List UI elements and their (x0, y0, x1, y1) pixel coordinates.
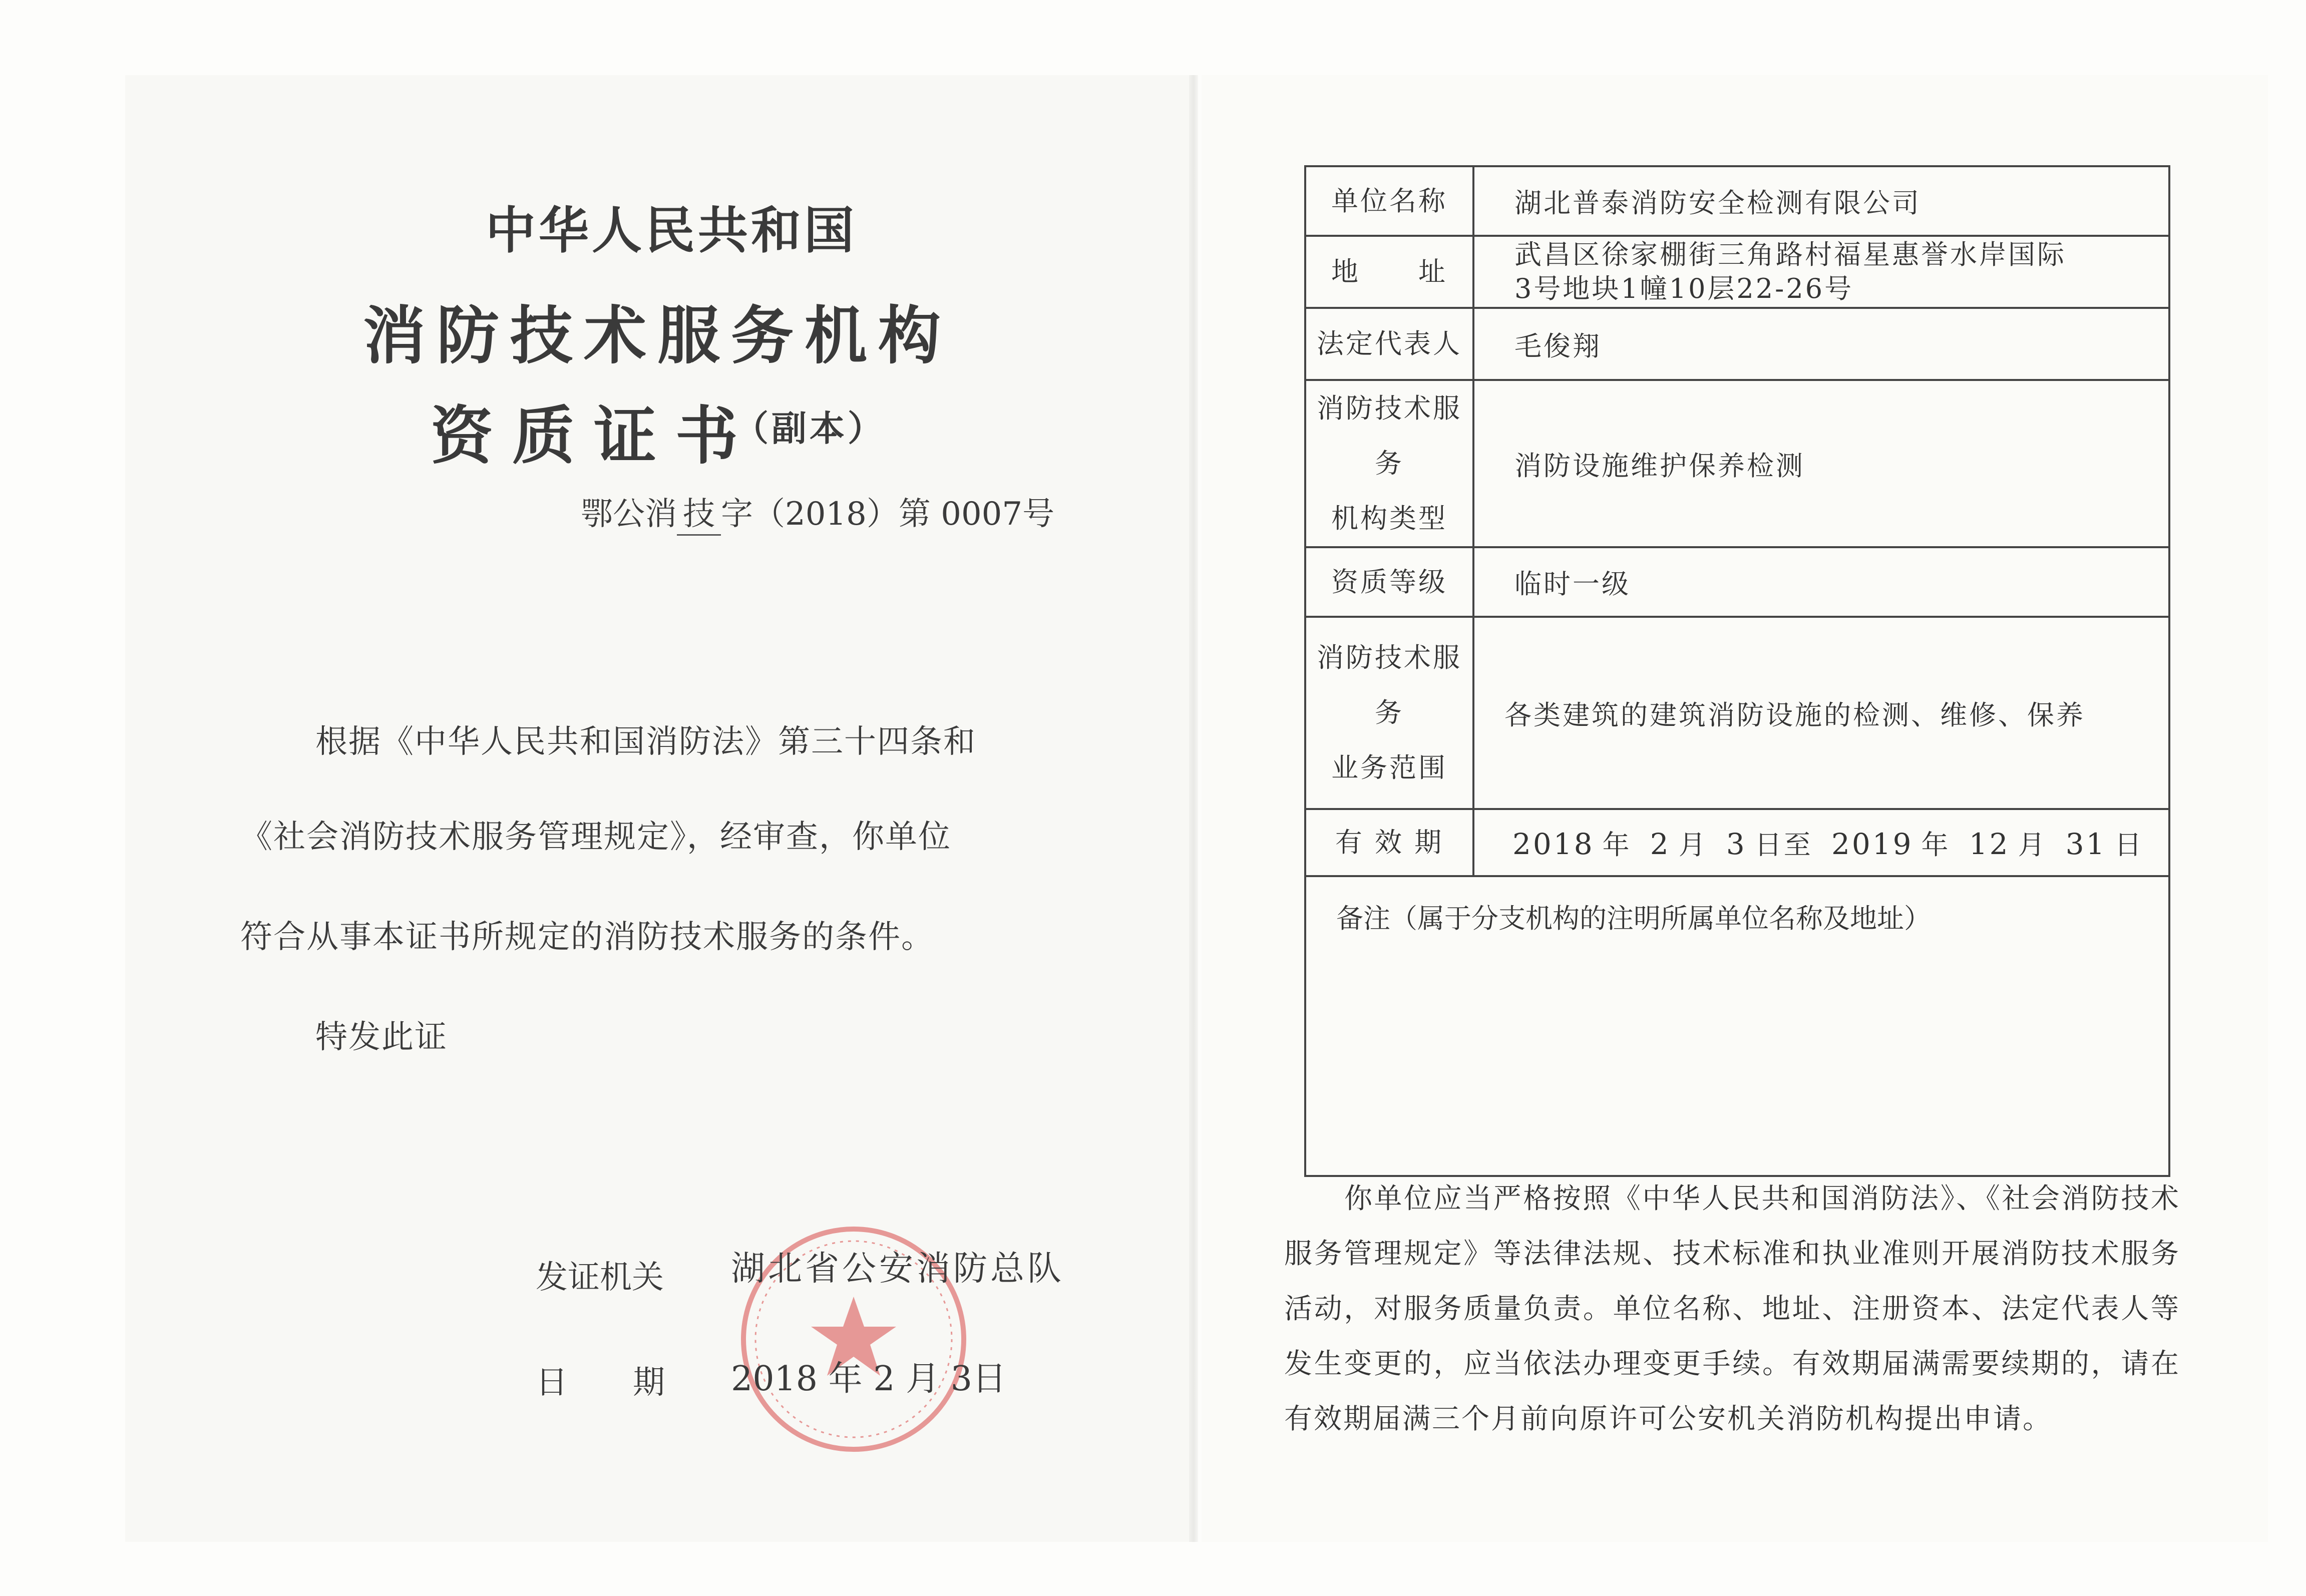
issuer-value: 湖北省公安消防总队 (731, 1249, 1065, 1289)
agency-type-label (1305, 380, 1473, 547)
certificate-number (581, 488, 1054, 536)
address-line-2: 3号地块1幢10层22-26号 (1514, 273, 1854, 304)
remarks-cell: 备注（属于分支机构的注明所属单位名称及地址） (1305, 876, 2169, 1176)
business-scope-label-line-1: 消防技术服务 (1317, 642, 1462, 728)
table-row (1305, 876, 2169, 1176)
title-country: 中华人民共和国 (486, 201, 857, 260)
title-copy-suffix: （副本） (733, 408, 886, 449)
validity-year-word: 年 (1602, 829, 1632, 861)
validity-label: 有 效 期 (1305, 809, 1473, 876)
company-name-label: 单位名称 (1305, 166, 1473, 236)
qualification-level-value: 临时一级 (1473, 547, 2169, 617)
issue-date-value: 2018 年 2 月 3日 (731, 1359, 1007, 1399)
qualification-level-label: 资质等级 (1305, 547, 1473, 617)
body-line-4: 特发此证 (315, 1019, 448, 1056)
body-line-3: 符合从事本证书所规定的消防技术服务的条件。 (240, 919, 934, 956)
cert-number-value: 0007号 (941, 496, 1055, 533)
table-row (1305, 809, 2169, 876)
table-row (1305, 617, 2169, 809)
issuer-label: 发证机关 (536, 1259, 664, 1296)
business-scope-label-line-2: 业务范围 (1331, 752, 1447, 783)
table-row (1305, 166, 2169, 236)
title-certificate: 资质证书 (431, 400, 757, 473)
cert-prefix: 鄂公消 (581, 496, 677, 533)
notice-paragraph: 你单位应当严格按照《中华人民共和国消防法》、《社会消防技术服务管理规定》等法律法规、技术标准和执业准则开展消防技术服务活动，对服务质量负责。单位名称、地址、注册资本、法定代表人等发生变更的，应当依法办理变更手续。有效期届满需要续期的，请在有效期届满三个月前向原许可公安机关消防机构提出申请。 (1284, 1182, 2180, 1435)
validity-end-day: 31 (2065, 827, 2107, 861)
legal-rep-value: 毛俊翔 (1473, 308, 2169, 380)
certificate-info-table (1304, 165, 2170, 1177)
address-value (1473, 236, 2169, 308)
validity-value (1473, 809, 2169, 876)
cert-middle: 字（2018）第 (721, 496, 931, 533)
validity-end-month: 12 (1969, 827, 2010, 861)
validity-start-month: 2 (1650, 827, 1671, 861)
validity-year-word: 年 (1921, 829, 1951, 861)
table-row (1305, 236, 2169, 308)
business-scope-label (1305, 617, 1473, 809)
validity-month-word: 月 (2018, 829, 2047, 861)
legal-rep-label: 法定代表人 (1305, 308, 1473, 380)
agency-type-label-line-1: 消防技术服务 (1317, 392, 1462, 479)
address-line-1: 武昌区徐家棚街三角路村福星惠誉水岸国际 (1514, 239, 2066, 270)
validity-start-year: 2018 (1512, 827, 1595, 861)
validity-start-day: 3 (1726, 827, 1747, 861)
body-line-1: 根据《中华人民共和国消防法》第三十四条和 (315, 723, 976, 760)
agency-type-label-line-2: 机构类型 (1331, 503, 1447, 534)
title-agency-type: 消防技术服务机构 (363, 300, 952, 372)
validity-day-to-word: 日至 (1754, 829, 1813, 861)
date-label: 日期 (536, 1364, 730, 1401)
company-name-value: 湖北普泰消防安全检测有限公司 (1473, 166, 2169, 236)
table-row (1305, 308, 2169, 380)
table-row (1305, 547, 2169, 617)
page-fold (1189, 75, 1198, 1542)
validity-day-end-word: 日 (2114, 829, 2144, 861)
validity-month-word: 月 (1678, 829, 1708, 861)
table-row (1305, 380, 2169, 547)
business-scope-value: 各类建筑的建筑消防设施的检测、维修、保养 (1473, 617, 2169, 809)
address-label: 地 址 (1305, 236, 1473, 308)
validity-end-year: 2019 (1831, 827, 1913, 861)
body-line-2: 《社会消防技术服务管理规定》，经审查，你单位 (240, 819, 951, 856)
agency-type-value: 消防设施维护保养检测 (1473, 380, 2169, 547)
cert-type-char: 技 (677, 488, 721, 536)
